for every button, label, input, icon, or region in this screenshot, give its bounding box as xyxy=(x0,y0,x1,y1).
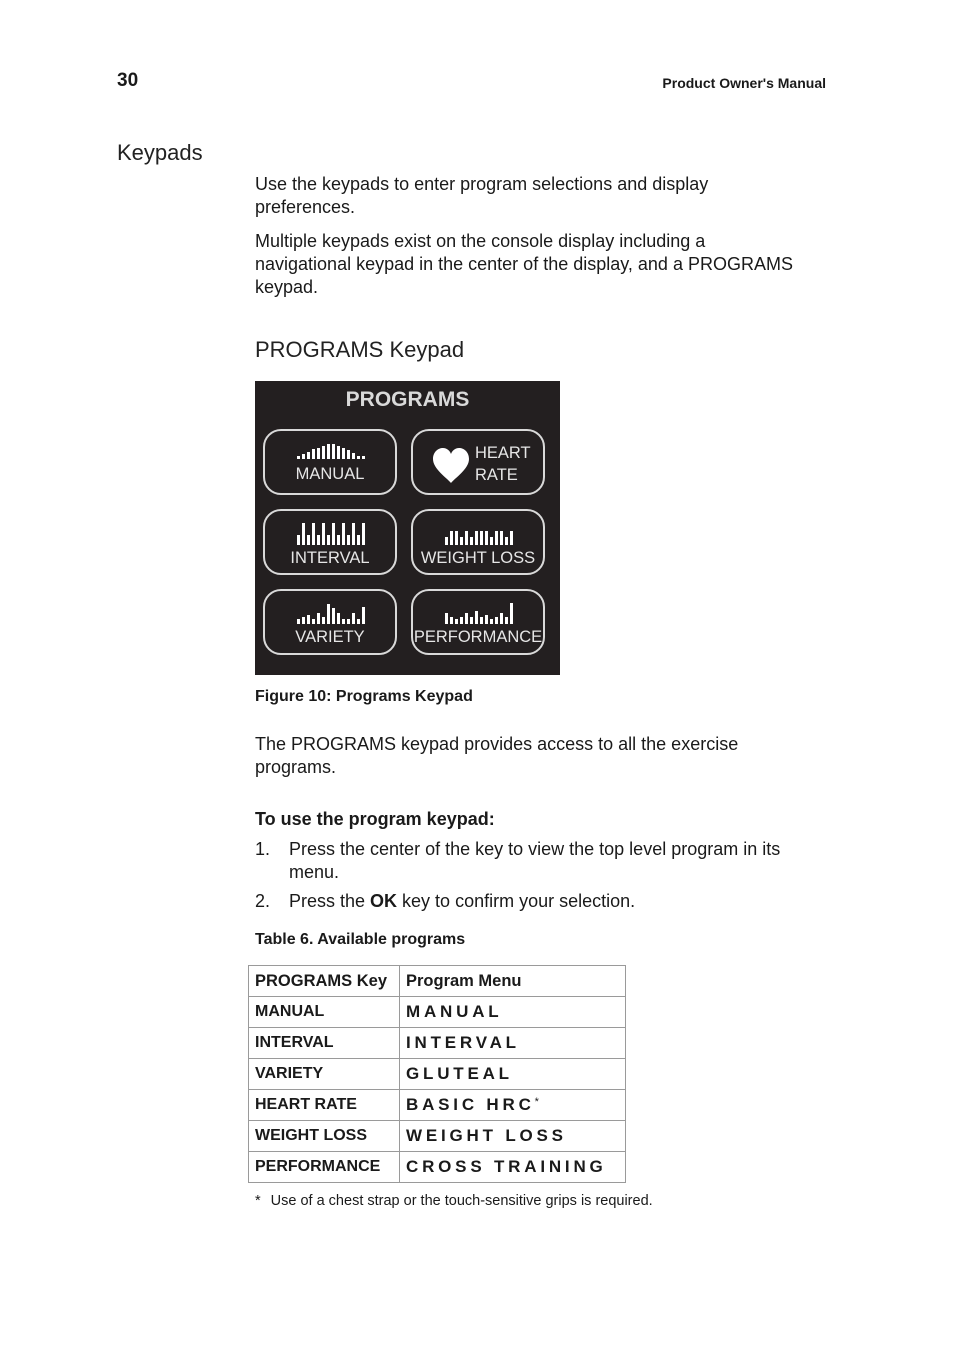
programs-key-cell: INTERVAL xyxy=(249,1028,400,1059)
steps-heading: To use the program keypad: xyxy=(255,809,495,829)
column-header-programs-key: PROGRAMS Key xyxy=(249,966,400,997)
footnote-star: * xyxy=(255,1193,261,1209)
table-footnote xyxy=(255,1193,653,1209)
program-menu-cell: GLUTEAL xyxy=(400,1059,626,1090)
table-row xyxy=(249,1152,626,1183)
program-menu-cell xyxy=(400,1090,626,1121)
program-menu-cell: WEIGHT LOSS xyxy=(400,1121,626,1152)
step-2 xyxy=(255,890,795,913)
step-text xyxy=(289,890,789,913)
programs-key-cell: VARIETY xyxy=(249,1059,400,1090)
table-caption: Table 6. Available programs xyxy=(255,931,466,948)
intro-paragraph-1: Use the keypads to enter program selections and display preferences. xyxy=(255,174,709,217)
table-row xyxy=(249,1028,626,1059)
interval-key xyxy=(263,509,397,575)
running-header: Product Owner's Manual xyxy=(662,75,826,91)
table-row xyxy=(249,997,626,1028)
weight-loss-key-label: WEIGHT LOSS xyxy=(420,549,536,567)
variety-key-label: VARIETY xyxy=(295,628,365,646)
step-text-before: Press the xyxy=(289,891,371,911)
keypad-title: PROGRAMS xyxy=(345,388,470,411)
programs-keypad-figure xyxy=(255,381,560,675)
table-header-row xyxy=(249,966,626,997)
manual-key xyxy=(263,429,397,495)
heart-rate-key-label-line2: RATE xyxy=(475,466,518,484)
step-number: 2. xyxy=(255,891,271,911)
heart-rate-key xyxy=(411,429,545,495)
ok-key-name: OK xyxy=(370,891,398,911)
footnote-text: Use of a chest strap or the touch-sensitive grips is required. xyxy=(270,1193,653,1209)
table-row xyxy=(249,1090,626,1121)
program-menu-cell: INTERVAL xyxy=(400,1028,626,1059)
keypad-description: The PROGRAMS keypad provides access to all the exercise programs. xyxy=(255,734,739,777)
figure-caption: Figure 10: Programs Keypad xyxy=(255,688,473,705)
heart-rate-key-label-line1: HEART xyxy=(475,444,531,462)
section-title: Keypads xyxy=(117,140,203,165)
variety-profile-icon xyxy=(265,591,395,631)
step-number: 1. xyxy=(255,839,271,859)
step-text: Press the center of the key to view the top level program in its menu. xyxy=(289,839,781,882)
subsection-title: PROGRAMS Keypad xyxy=(255,337,465,362)
programs-key-cell: HEART RATE xyxy=(249,1090,400,1121)
interval-profile-icon xyxy=(265,511,395,551)
weight-loss-profile-icon xyxy=(413,511,543,551)
table-row xyxy=(249,1059,626,1090)
intro-paragraph-2: Multiple keypads exist on the console display including a navigational keypad in the center of the display, and a PROGRAMS keypad. xyxy=(255,231,793,297)
variety-key xyxy=(263,589,397,655)
performance-key xyxy=(411,589,545,655)
page-number: 30 xyxy=(117,70,139,91)
programs-key-cell: MANUAL xyxy=(249,997,400,1028)
step-text-after: key to confirm your selection. xyxy=(397,891,636,911)
column-header-program-menu: Program Menu xyxy=(400,966,626,997)
step-1 xyxy=(255,838,795,884)
interval-key-label: INTERVAL xyxy=(290,549,370,567)
weight-loss-key xyxy=(411,509,545,575)
table-row xyxy=(249,1121,626,1152)
programs-key-cell: WEIGHT LOSS xyxy=(249,1121,400,1152)
programs-key-cell: PERFORMANCE xyxy=(249,1152,400,1183)
program-menu-cell: MANUAL xyxy=(400,997,626,1028)
footnote-marker: * xyxy=(534,1096,539,1108)
performance-key-label: PERFORMANCE xyxy=(413,628,543,646)
performance-profile-icon xyxy=(413,591,543,631)
program-menu-cell: CROSS TRAINING xyxy=(400,1152,626,1183)
manual-key-label: MANUAL xyxy=(295,465,365,483)
program-menu-text: BASIC HRC xyxy=(406,1095,535,1114)
available-programs-table xyxy=(248,965,626,1183)
